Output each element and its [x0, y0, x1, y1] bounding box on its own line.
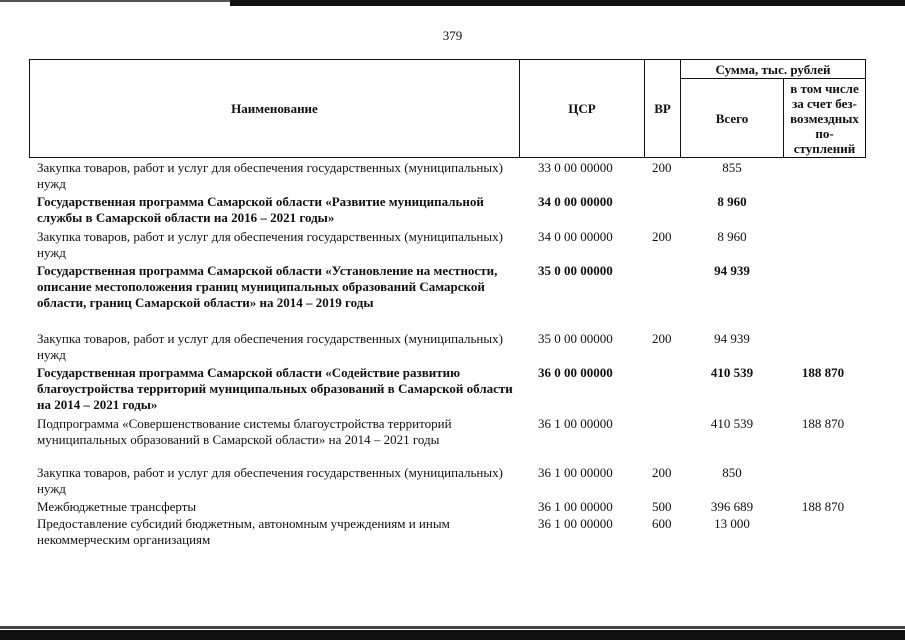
row-grant: 188 870 [801, 416, 845, 431]
scan-edge-top-thin [0, 0, 230, 2]
row-total: 410 539 [710, 365, 754, 380]
row-csr: 36 1 00 00000 [538, 416, 613, 431]
row-vr: 500 [652, 499, 672, 514]
row-csr: 34 0 00 00000 [538, 194, 613, 209]
row-name: Межбюджетные трансферты [37, 499, 197, 514]
header-total: Всего [680, 78, 784, 158]
scan-edge-bottom-thin [0, 626, 905, 629]
row-name: Подпрограмма «Совершенствование системы благоустройства территорий муниципальных образований в Самарской области» на 2014 – 2021 годы [37, 416, 452, 447]
row-csr: 36 1 00 00000 [538, 516, 613, 531]
row-name: Государственная программа Самарской области «Содействие развитию благоустройства территорий муниципальных образований в Самарской области на 2014 – 2021 годы» [37, 365, 513, 412]
row-vr: 200 [652, 331, 672, 346]
row-vr: 200 [652, 465, 672, 480]
row-name: Закупка товаров, работ и услуг для обеспечения государственных (муниципальных) нужд [37, 331, 503, 362]
row-name: Государственная программа Самарской области «Развитие муниципальной службы в Самарской области на 2016 – 2021 годы» [37, 194, 484, 225]
header-csr: ЦСР [519, 59, 645, 158]
header-sum: Сумма, тыс. рублей [680, 59, 866, 79]
header-grant: в том числе за счет без-возмездных по-ступлений [783, 78, 866, 158]
scan-edge-top [230, 0, 905, 6]
row-total: 410 539 [710, 416, 754, 431]
row-csr: 36 1 00 00000 [538, 465, 613, 480]
row-vr: 200 [652, 160, 672, 175]
row-name: Государственная программа Самарской области «Установление на местности, описание местоположения границ муниципальных образований Самарской области, границ Самарской области» на 2014 – 2019 годы [37, 263, 498, 310]
header-vr: ВР [644, 59, 681, 158]
scan-edge-bottom [0, 630, 905, 640]
row-total: 94 939 [714, 263, 750, 278]
row-csr: 36 1 00 00000 [538, 499, 613, 514]
row-csr: 33 0 00 00000 [538, 160, 613, 175]
row-name: Закупка товаров, работ и услуг для обеспечения государственных (муниципальных) нужд [37, 465, 503, 496]
row-vr: 600 [652, 516, 672, 531]
row-total: 8 960 [717, 194, 747, 209]
row-vr: 200 [652, 229, 672, 244]
row-total: 855 [722, 160, 742, 175]
row-grant: 188 870 [801, 365, 845, 380]
row-csr: 35 0 00 00000 [538, 263, 613, 278]
page-number: 379 [442, 28, 463, 43]
row-grant: 188 870 [801, 499, 845, 514]
row-total: 94 939 [714, 331, 750, 346]
row-csr: 36 0 00 00000 [538, 365, 613, 380]
header-name: Наименование [29, 59, 520, 158]
row-csr: 35 0 00 00000 [538, 331, 613, 346]
row-name: Закупка товаров, работ и услуг для обеспечения государственных (муниципальных) нужд [37, 229, 503, 260]
row-name: Закупка товаров, работ и услуг для обеспечения государственных (муниципальных) нужд [37, 160, 503, 191]
row-total: 396 689 [710, 499, 754, 514]
row-total: 8 960 [717, 229, 747, 244]
row-csr: 34 0 00 00000 [538, 229, 613, 244]
row-name: Предоставление субсидий бюджетным, автономным учреждениям и иным некоммерческим организациям [37, 516, 450, 547]
row-total: 850 [722, 465, 742, 480]
row-total: 13 000 [714, 516, 750, 531]
